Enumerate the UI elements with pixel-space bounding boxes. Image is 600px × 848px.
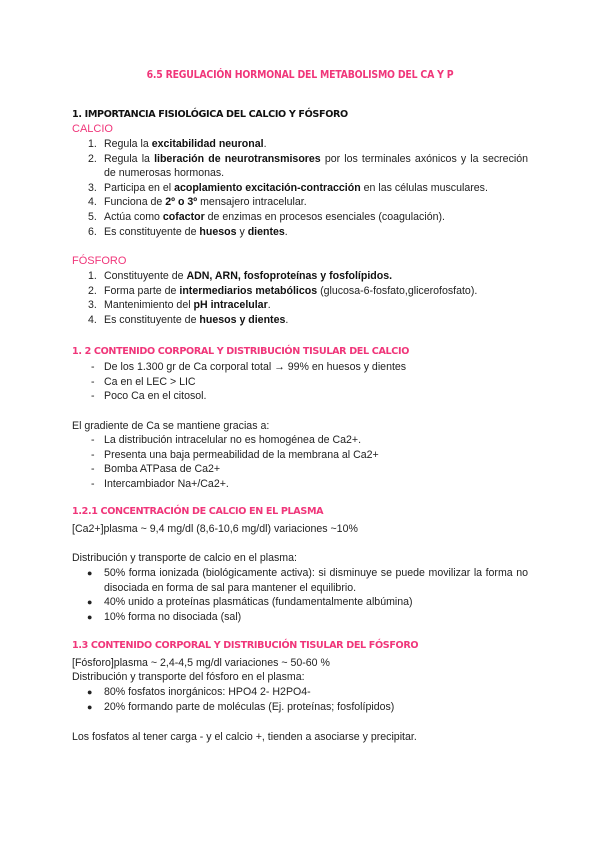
item-text: por los terminales axónicos y la secreción de numerosas hormonas.: [104, 152, 529, 180]
item-text: 10% forma no disociada (sal): [104, 610, 242, 623]
bold-term: 2º o 3º: [165, 196, 198, 209]
bold-term: pH intracelular: [193, 299, 268, 312]
subheading-calcio: CALCIO: [72, 123, 113, 135]
bold-term: huesos y dientes: [199, 313, 286, 326]
fosforo-plasma-list: [72, 685, 528, 714]
item-text: en las células musculares.: [360, 181, 488, 194]
item-text: Forma parte de: [104, 284, 180, 297]
item-text: Es constituyente de: [104, 313, 200, 326]
item-text: Poco Ca en el citosol.: [104, 390, 207, 403]
gradient-intro: El gradiente de Ca se mantiene gracias a:: [72, 420, 270, 432]
list-number: 3.: [88, 181, 97, 194]
list-marker: -: [91, 463, 95, 476]
page-title: 6.5 REGULACIÓN HORMONAL DEL METABOLISMO DEL CA Y P: [146, 69, 454, 81]
list-number: 4.: [88, 196, 97, 209]
calcio-distribution-list: [72, 360, 528, 404]
calcio-concentration: [Ca2+]plasma ~ 9,4 mg/dl (8,6-10,6 mg/dl) variaciones ~10%: [72, 523, 358, 535]
list-item: [72, 225, 528, 240]
item-text: .: [267, 299, 271, 312]
item-text: Regula la: [104, 152, 155, 165]
item-text: Ca en el LEC > LIC: [104, 375, 196, 388]
list-item: [72, 181, 528, 196]
gradient-list: [72, 433, 528, 491]
item-text: .: [284, 225, 288, 238]
list-marker: -: [91, 448, 95, 461]
bold-term: acoplamiento excitación-contracción: [174, 181, 361, 194]
item-text: Constituyente de: [104, 270, 187, 282]
list-item: [72, 566, 528, 595]
list-item: [72, 284, 528, 299]
bold-term: intermediarios metabólicos: [179, 284, 318, 297]
item-text: .: [263, 138, 267, 150]
list-number: 4.: [88, 313, 97, 326]
section-heading-contenido-fosforo: 1.3 CONTENIDO CORPORAL Y DISTRIBUCIÓN TISULAR DEL FÓSFORO: [72, 640, 419, 651]
item-text: Participa en el: [104, 181, 175, 194]
bold-term: dientes: [247, 225, 285, 238]
list-item: [72, 152, 528, 181]
item-text: de enzimas en procesos esenciales (coagulación).: [204, 210, 445, 223]
list-item: [72, 298, 528, 313]
calcio-list: [72, 137, 528, 239]
list-number: 3.: [88, 299, 97, 312]
list-item: [72, 685, 528, 700]
list-item: [72, 700, 528, 715]
item-text: 20% formando parte de moléculas (Ej. proteínas; fosfolípidos): [104, 700, 395, 713]
list-item: [72, 195, 528, 210]
item-text: Funciona de: [104, 196, 166, 209]
list-item: [72, 595, 528, 610]
list-number: 6.: [88, 225, 97, 238]
section-heading-contenido-calcio: 1. 2 CONTENIDO CORPORAL Y DISTRIBUCIÓN TISULAR DEL CALCIO: [72, 346, 410, 357]
list-marker: -: [91, 477, 95, 490]
item-text: Es constituyente de: [104, 225, 200, 238]
item-text: Regula la: [104, 138, 152, 150]
bold-term: excitabilidad neuronal: [151, 138, 264, 150]
list-marker: -: [91, 361, 95, 373]
item-text: mensajero intracelular.: [197, 196, 307, 209]
list-item: [72, 610, 528, 625]
bold-term: cofactor: [162, 210, 205, 223]
list-item: [72, 313, 528, 328]
item-text: Intercambiador Na+/Ca2+.: [104, 477, 229, 490]
list-marker: -: [91, 390, 95, 403]
fosforo-concentration: [Fósforo]plasma ~ 2,4-4,5 mg/dl variaciones ~ 50-60 %: [72, 657, 330, 669]
item-text: Mantenimiento del: [104, 299, 194, 312]
item-text: 50% forma ionizada (biológicamente activa): si disminuye se puede movilizar la forma no disociada en forma de sal para mantener el equilibrio.: [104, 567, 528, 594]
list-item: [72, 375, 528, 390]
list-item: [72, 389, 528, 404]
bold-term: huesos: [199, 225, 237, 238]
closing-text: Los fosfatos al tener carga - y el calcio +, tienden a asociarse y precipitar.: [72, 731, 417, 743]
list-item: [72, 448, 528, 463]
bold-term: liberación de neurotransmisores: [154, 152, 321, 165]
item-text: (glucosa-6-fosfato,glicerofosfato).: [317, 284, 478, 297]
list-marker: -: [91, 375, 95, 388]
list-item: [72, 210, 528, 225]
fosforo-dist-intro: Distribución y transporte del fósforo en el plasma:: [72, 671, 305, 683]
list-number: 1.: [88, 270, 97, 282]
list-item: [72, 360, 528, 375]
section-heading-importancia: 1. IMPORTANCIA FISIOLÓGICA DEL CALCIO Y FÓSFORO: [72, 109, 348, 120]
item-text: y: [236, 225, 248, 238]
item-text: 40% unido a proteínas plasmáticas (fundamentalmente albúmina): [104, 596, 413, 609]
list-item: [72, 433, 528, 448]
list-marker: ●: [87, 597, 93, 608]
list-marker: ●: [87, 611, 93, 622]
item-text: 80% fosfatos inorgánicos: HPO4 2- H2PO4-: [104, 686, 311, 698]
subheading-fosforo: FÓSFORO: [72, 255, 127, 267]
calcio-dist-intro: Distribución y transporte de calcio en el plasma:: [72, 552, 297, 564]
section-heading-concentracion: 1.2.1 CONCENTRACIÓN DE CALCIO EN EL PLASMA: [72, 506, 324, 517]
item-text: .: [285, 313, 289, 326]
item-text: Bomba ATPasa de Ca2+: [104, 463, 221, 476]
list-number: 2.: [88, 284, 97, 297]
list-marker: ●: [87, 568, 93, 578]
list-number: 1.: [88, 138, 97, 150]
list-marker: ●: [87, 687, 93, 697]
calcio-plasma-list: [72, 566, 528, 624]
list-marker: ●: [87, 701, 93, 712]
list-number: 5.: [88, 210, 97, 223]
item-text: De los 1.300 gr de Ca corporal total → 99% en huesos y dientes: [104, 361, 407, 373]
list-item: [72, 477, 528, 492]
bold-term: ADN, ARN, fosfoproteínas y fosfolípidos.: [186, 270, 393, 282]
list-marker: -: [91, 434, 95, 446]
list-item: [72, 462, 528, 477]
item-text: Actúa como: [104, 210, 163, 223]
fosforo-list: [72, 269, 528, 327]
list-item: [72, 137, 528, 152]
item-text: La distribución intracelular no es homogénea de Ca2+.: [104, 434, 362, 446]
item-text: Presenta una baja permeabilidad de la membrana al Ca2+: [104, 448, 379, 461]
list-number: 2.: [88, 152, 97, 165]
list-item: [72, 269, 528, 284]
